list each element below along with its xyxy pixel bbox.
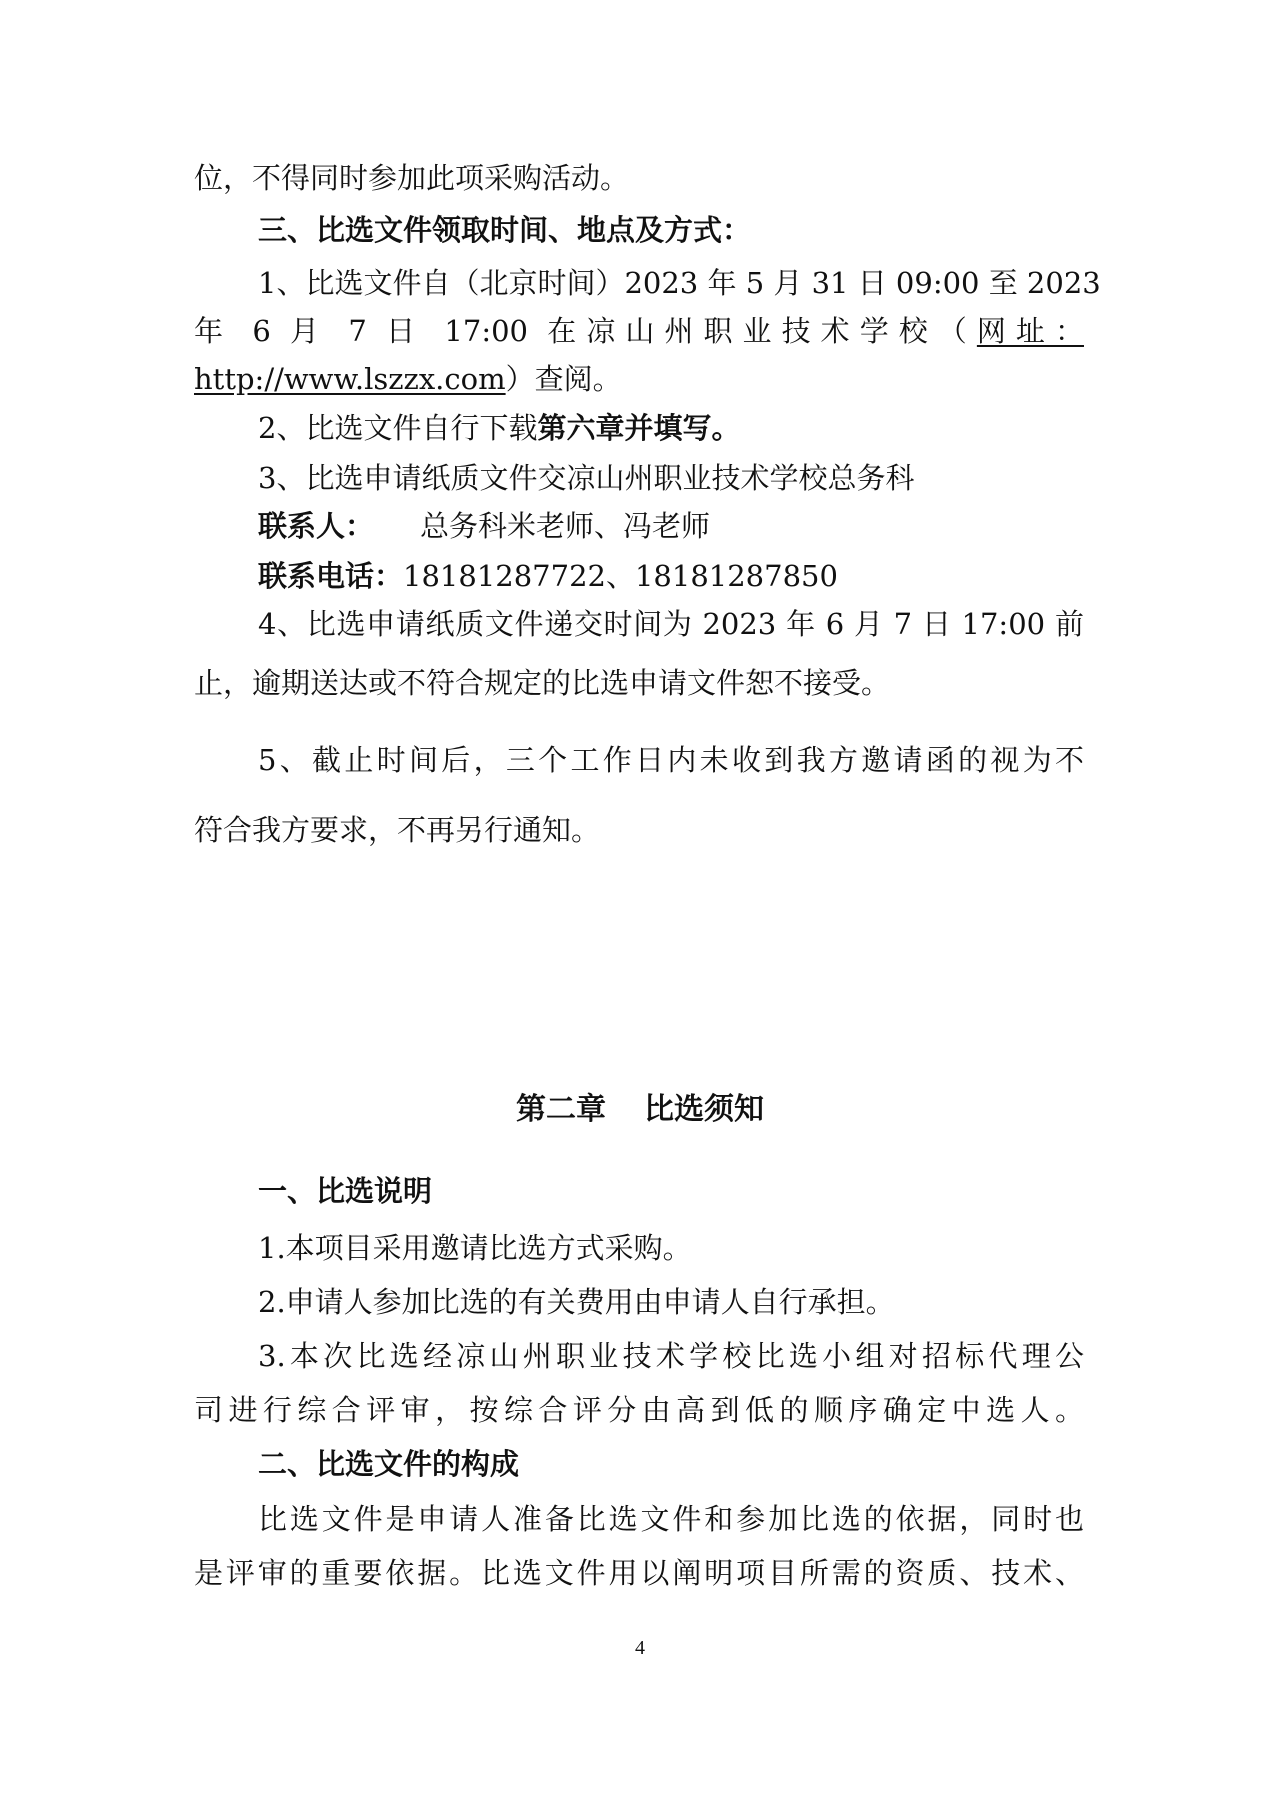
section-heading: 一、比选说明 bbox=[258, 1174, 433, 1208]
body-line bbox=[194, 311, 1084, 351]
body-line: 3、比选申请纸质文件交凉山州职业技术学校总务科 bbox=[258, 461, 915, 495]
phone-value: 18181287722、18181287850 bbox=[403, 559, 838, 593]
body-line: 1.本项目采用邀请比选方式采购。 bbox=[258, 1231, 692, 1265]
body-line: 是评审的重要依据。比选文件用以阐明项目所需的资质、技术、 bbox=[194, 1556, 1084, 1590]
page-number: 4 bbox=[635, 1637, 645, 1659]
contact-value: 总务科米老师、冯老师 bbox=[420, 509, 711, 543]
body-text: 年 6 月 7 日 17:00 在凉山州职业技术学校（ bbox=[194, 314, 977, 348]
body-line: 比选文件是申请人准备比选文件和参加比选的依据，同时也 bbox=[258, 1502, 1084, 1536]
contact-label: 联系人： bbox=[258, 509, 375, 543]
section-heading: 二、比选文件的构成 bbox=[258, 1447, 520, 1481]
website-link[interactable]: http://www.lszzx.com bbox=[194, 362, 506, 396]
website-label: 网址： bbox=[976, 314, 1084, 348]
body-text: 2、比选文件自行下载 bbox=[258, 411, 538, 445]
body-line bbox=[194, 359, 1084, 399]
section-heading: 三、比选文件领取时间、地点及方式： bbox=[258, 213, 752, 247]
body-line: 2.申请人参加比选的有关费用由申请人自行承担。 bbox=[258, 1285, 895, 1319]
body-line: 4、比选申请纸质文件递交时间为 2023 年 6 月 7 日 17:00 前 bbox=[258, 607, 1084, 641]
body-text: ）查阅。 bbox=[505, 362, 622, 396]
body-line: 符合我方要求，不再另行通知。 bbox=[194, 813, 601, 847]
phone-label: 联系电话： bbox=[258, 559, 404, 593]
emphasis-text: 第六章并填写。 bbox=[537, 411, 741, 445]
body-line: 5、截止时间后，三个工作日内未收到我方邀请函的视为不 bbox=[258, 743, 1084, 777]
body-line bbox=[258, 408, 1084, 448]
body-line: 3.本次比选经凉山州职业技术学校比选小组对招标代理公 bbox=[258, 1339, 1084, 1373]
chapter-title bbox=[0, 1090, 1280, 1130]
chapter-name: 比选须知 bbox=[644, 1092, 764, 1127]
contact-line bbox=[258, 506, 1084, 546]
chapter-number: 第二章 bbox=[516, 1092, 606, 1127]
body-line: 司进行综合评审，按综合评分由高到低的顺序确定中选人。 bbox=[194, 1393, 1084, 1427]
body-line: 位，不得同时参加此项采购活动。 bbox=[194, 161, 630, 195]
body-line: 1、比选文件自（北京时间）2023 年 5 月 31 日 09:00 至 2023 bbox=[258, 266, 1101, 300]
body-line: 止，逾期送达或不符合规定的比选申请文件恕不接受。 bbox=[194, 666, 891, 700]
phone-line bbox=[258, 556, 1084, 596]
